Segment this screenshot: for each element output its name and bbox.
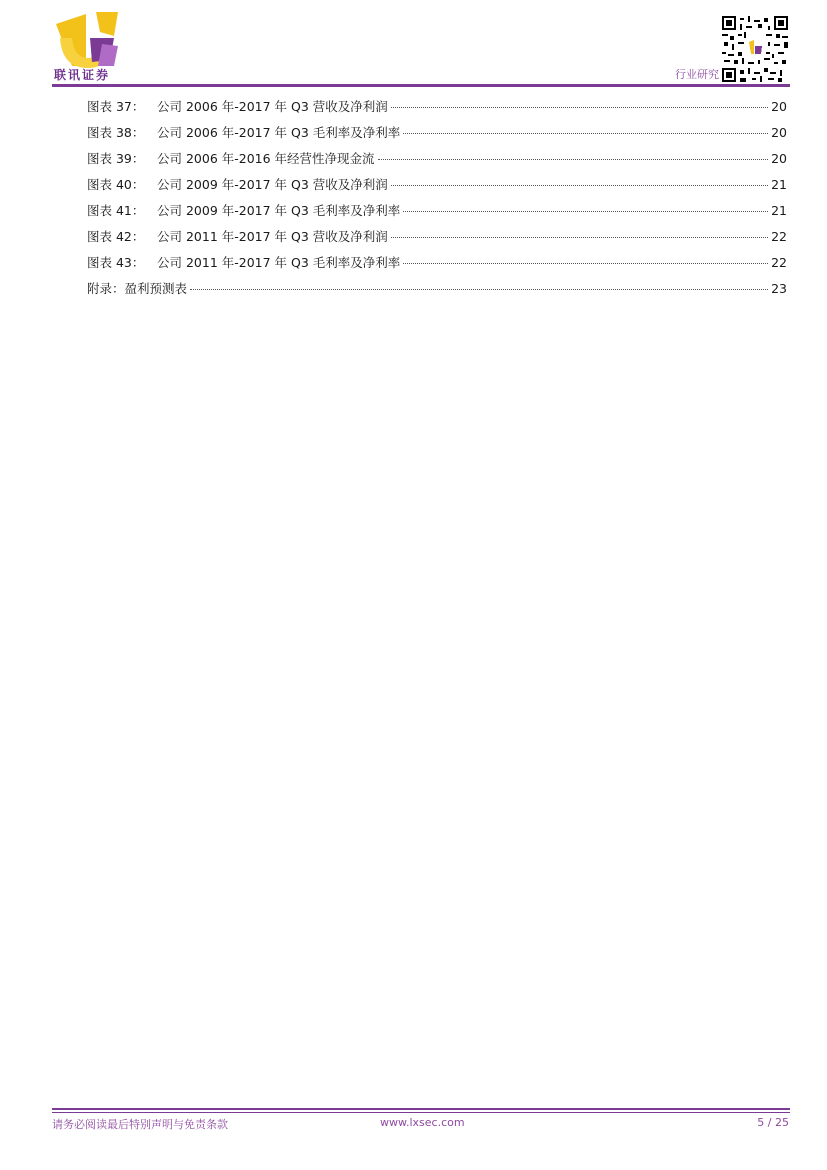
toc-page-number: 21 (771, 177, 787, 192)
toc-title: 公司 2006 年-2016 年经营性净现金流 (157, 151, 375, 166)
brand-name: 联讯证券 (54, 68, 111, 82)
toc-title: 公司 2009 年-2017 年 Q3 营收及净利润 (157, 177, 388, 192)
toc-list (87, 97, 787, 305)
toc-leader-dots (391, 106, 768, 108)
toc-entry[interactable] (87, 201, 787, 227)
toc-leader-dots (403, 210, 768, 212)
toc-entry[interactable] (87, 227, 787, 253)
toc-figure-number: 图表 37： (87, 99, 145, 114)
section-label: 行业研究 (675, 68, 719, 81)
header-rule (52, 84, 790, 87)
toc-entry[interactable] (87, 175, 787, 201)
toc-page-number: 20 (771, 151, 787, 166)
footer-page-number: 5 / 25 (757, 1116, 789, 1129)
toc-page-number: 22 (771, 229, 787, 244)
toc-figure-number: 图表 38： (87, 125, 145, 140)
toc-entry[interactable] (87, 97, 787, 123)
toc-title: 公司 2011 年-2017 年 Q3 毛利率及净利率 (157, 255, 401, 270)
toc-figure-number: 图表 39： (87, 151, 145, 166)
footer-website-link[interactable]: www.lxsec.com (380, 1116, 465, 1129)
qr-code-icon (722, 16, 788, 82)
toc-title: 公司 2006 年-2017 年 Q3 毛利率及净利率 (157, 125, 401, 140)
toc-page-number: 23 (771, 281, 787, 296)
toc-title: 公司 2009 年-2017 年 Q3 毛利率及净利率 (157, 203, 401, 218)
footer-rule (52, 1108, 790, 1110)
toc-title: 附录：盈利预测表 (87, 281, 188, 296)
toc-leader-dots (403, 262, 768, 264)
toc-title: 公司 2006 年-2017 年 Q3 营收及净利润 (157, 99, 388, 114)
toc-leader-dots (190, 288, 768, 290)
toc-page-number: 21 (771, 203, 787, 218)
toc-leader-dots (391, 184, 768, 186)
footer-rule-thin (52, 1112, 790, 1113)
toc-figure-number: 图表 41： (87, 203, 145, 218)
toc-entry[interactable] (87, 123, 787, 149)
toc-entry[interactable] (87, 149, 787, 175)
footer-disclaimer: 请务必阅读最后特别声明与免责条款 (52, 1118, 228, 1131)
toc-figure-number: 图表 42： (87, 229, 145, 244)
toc-page-number: 20 (771, 99, 787, 114)
toc-title: 公司 2011 年-2017 年 Q3 营收及净利润 (157, 229, 388, 244)
toc-leader-dots (391, 236, 768, 238)
toc-page-number: 22 (771, 255, 787, 270)
toc-leader-dots (403, 132, 768, 134)
toc-entry[interactable] (87, 253, 787, 279)
toc-figure-number: 图表 40： (87, 177, 145, 192)
toc-page-number: 20 (771, 125, 787, 140)
toc-entry-appendix[interactable] (87, 279, 787, 305)
toc-figure-number: 图表 43： (87, 255, 145, 270)
toc-leader-dots (378, 158, 768, 160)
